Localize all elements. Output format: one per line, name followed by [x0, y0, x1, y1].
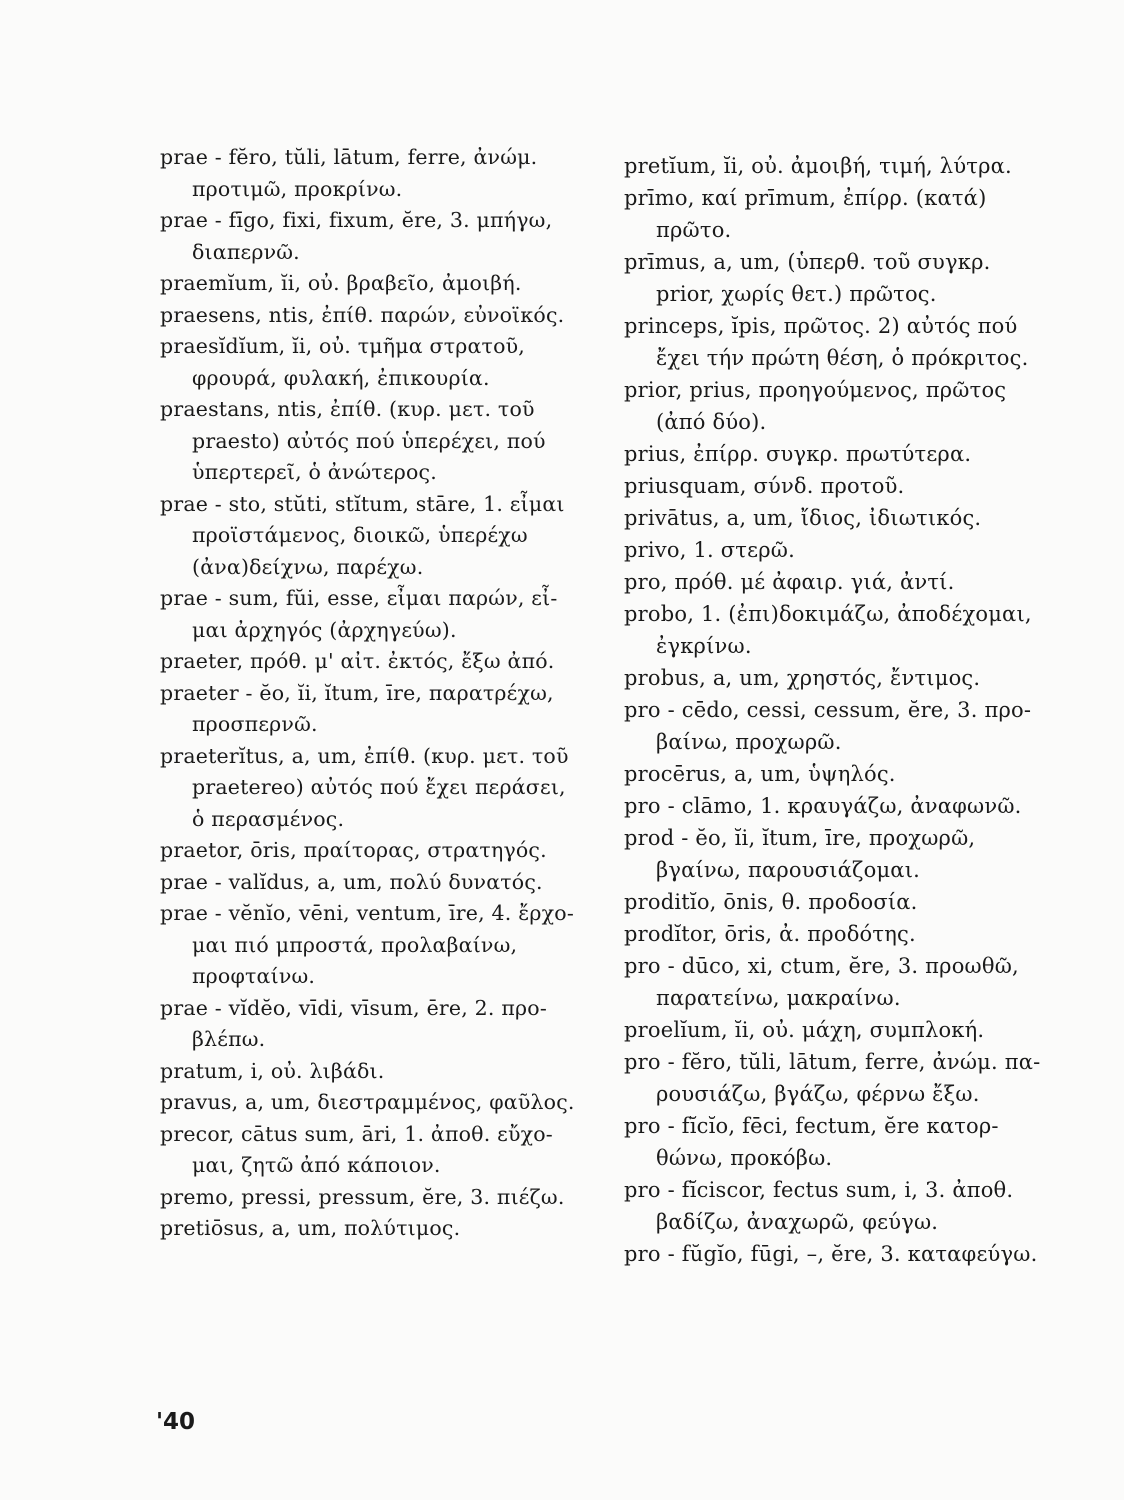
entry-continuation: βαδίζω, ἀναχωρῶ, φεύγω.: [656, 1210, 939, 1234]
entry-headline: pro - clāmo, 1. κραυγάζω, ἀναφωνῶ.: [624, 794, 1022, 818]
dictionary-entry: [160, 489, 622, 584]
entry-headline: prod - ĕo, ĭi, ĭtum, īre, προχωρῶ,: [624, 826, 976, 850]
dictionary-entry: [624, 1174, 1102, 1238]
dictionary-entry: [160, 300, 622, 332]
entry-continuation: prior, χωρίς θετ.) πρῶτος.: [656, 282, 937, 306]
dictionary-entry: [160, 268, 622, 300]
dictionary-entry: [160, 205, 622, 268]
entry-headline: princeps, ĭpis, πρῶτος. 2) αὐτός πού: [624, 314, 1018, 338]
entry-headline: praetor, ōris, πραίτορας, στρατηγός.: [160, 838, 547, 862]
dictionary-entry: [160, 1087, 622, 1119]
dictionary-entry: [160, 1056, 622, 1088]
dictionary-entry: [624, 246, 1102, 310]
entry-continuation: προτιμῶ, προκρίνω.: [192, 176, 403, 201]
dictionary-entry: [624, 1238, 1102, 1270]
entry-headline: prae - vĕnĭo, vēni, ventum, īre, 4. ἔρχο-: [160, 901, 574, 925]
entry-headline: privo, 1. στερῶ.: [624, 538, 795, 562]
entry-continuation: βαίνω, προχωρῶ.: [656, 730, 842, 754]
dictionary-entry: [624, 470, 1102, 502]
entry-headline: pro, πρόθ. μέ ἀφαιρ. γιά, ἀντί.: [624, 570, 955, 594]
entry-continuation: ἐγκρίνω.: [656, 634, 752, 658]
entry-headline: pro - fŭgĭo, fūgi, –, ĕre, 3. καταφεύγω.: [624, 1242, 1038, 1266]
dictionary-entry: [624, 886, 1102, 918]
entry-headline: praesens, ntis, ἐπίθ. παρών, εὐνοϊκός.: [160, 302, 565, 327]
entry-continuation: (ἀπό δύο).: [656, 410, 767, 434]
entry-headline: prius, ἐπίρρ. συγκρ. πρωτύτερα.: [624, 442, 972, 466]
entry-headline: prīmus, a, um, (ὑπερθ. τοῦ συγκρ.: [624, 250, 991, 274]
dictionary-entry: [160, 898, 622, 993]
entry-continuation: προϊστάμενος, διοικῶ, ὑπερέχω: [192, 523, 528, 547]
entry-continuation: φρουρά, φυλακή, ἐπικουρία.: [192, 365, 490, 390]
dictionary-entry: [624, 438, 1102, 470]
dictionary-entry: [160, 646, 622, 678]
entry-continuation: μαι ἀρχηγός (ἀρχηγεύω).: [192, 617, 457, 642]
entry-headline: pro - fĭciscor, fectus sum, i, 3. ἀποθ.: [624, 1178, 1014, 1202]
dictionary-entry: [624, 1110, 1102, 1174]
entry-headline: procērus, a, um, ὑψηλός.: [624, 762, 896, 786]
dictionary-entry: [160, 678, 622, 741]
entry-headline: prae - sto, stŭti, stĭtum, stāre, 1. εἶμαι: [160, 491, 565, 516]
dictionary-entry: [160, 142, 622, 205]
entry-headline: pro - dūco, xi, ctum, ĕre, 3. προωθῶ,: [624, 954, 1019, 978]
entry-headline: pro - fĕro, tŭli, lātum, ferre, ἀνώμ. πα-: [624, 1050, 1041, 1074]
dictionary-entry: [160, 835, 622, 867]
entry-headline: prae - fīgo, fixi, fixum, ĕre, 3. μπήγω,: [160, 208, 553, 232]
entry-continuation: προσπερνῶ.: [192, 712, 318, 736]
dictionary-entry: [160, 1182, 622, 1214]
dictionary-entry: [624, 182, 1102, 246]
entry-headline: prae - sum, fŭi, esse, εἶμαι παρών, εἶ-: [160, 586, 558, 610]
dictionary-entry: [624, 374, 1102, 438]
entry-headline: privātus, a, um, ἴδιος, ἰδιωτικός.: [624, 506, 982, 530]
entry-headline: praeter - ĕo, ĭi, ĭtum, īre, παρατρέχω,: [160, 680, 554, 705]
entry-headline: praesĭdĭum, ĭi, οὐ. τμῆμα στρατοῦ,: [160, 334, 526, 358]
entry-headline: pretiōsus, a, um, πολύτιμος.: [160, 1216, 461, 1240]
dictionary-entry: [624, 1014, 1102, 1046]
entry-headline: premo, pressi, pressum, ĕre, 3. πιέζω.: [160, 1184, 565, 1209]
entry-headline: praeter, πρόθ. μ' αἰτ. ἐκτός, ἔξω ἀπό.: [160, 649, 555, 673]
entry-headline: proditĭo, ōnis, θ. προδοσία.: [624, 890, 918, 914]
entry-headline: proelĭum, ĭi, οὐ. μάχη, συμπλοκή.: [624, 1018, 985, 1042]
entry-headline: praestans, ntis, ἐπίθ. (κυρ. μετ. τοῦ: [160, 397, 535, 421]
entry-headline: pravus, a, um, διεστραμμένος, φαῦλος.: [160, 1090, 575, 1114]
entry-continuation: διαπερνῶ.: [192, 239, 300, 264]
dictionary-entry: [624, 534, 1102, 566]
dictionary-entry: [160, 867, 622, 899]
entry-headline: prae - valĭdus, a, um, πολύ δυνατός.: [160, 869, 543, 894]
entry-headline: pretĭum, ĭi, οὐ. ἀμοιβή, τιμή, λύτρα.: [624, 154, 1012, 178]
dictionary-entry: [160, 583, 622, 646]
entry-continuation: (ἀνα)δείχνω, παρέχω.: [192, 554, 424, 579]
dictionary-entry: [624, 758, 1102, 790]
entry-headline: pratum, i, οὐ. λιβάδι.: [160, 1058, 385, 1083]
dictionary-entry: [624, 310, 1102, 374]
dictionary-entry: [160, 993, 622, 1056]
dictionary-entry: [624, 566, 1102, 598]
entry-continuation: μαι, ζητῶ ἀπό κάποιον.: [192, 1153, 441, 1177]
dictionary-entry: [160, 741, 622, 836]
entry-continuation: προφταίνω.: [192, 964, 316, 988]
entry-headline: priusquam, σύνδ. προτοῦ.: [624, 474, 905, 498]
entry-headline: prior, prius, προηγούμενος, πρῶτος: [624, 378, 1007, 402]
dictionary-entry: [624, 662, 1102, 694]
dictionary-entry: [624, 502, 1102, 534]
left-column: [160, 142, 622, 1245]
entry-continuation: μαι πιό μπροστά, προλαβαίνω,: [192, 932, 518, 957]
dictionary-entry: [624, 950, 1102, 1014]
entry-continuation: praesto) αὐτός πού ὑπερέχει, πού: [192, 428, 546, 453]
entry-continuation: ἔχει τήν πρώτη θέση, ὁ πρόκριτος.: [656, 346, 1029, 370]
dictionary-entry: [624, 598, 1102, 662]
entry-headline: precor, cātus sum, āri, 1. ἀποθ. εὔχο-: [160, 1121, 553, 1146]
entry-headline: praeterĭtus, a, um, ἐπίθ. (κυρ. μετ. τοῦ: [160, 743, 569, 768]
entry-headline: prodĭtor, ōris, ἀ. προδότης.: [624, 922, 916, 946]
entry-continuation: ὑπερτερεῖ, ὁ ἀνώτερος.: [192, 460, 437, 484]
entry-headline: probus, a, um, χρηστός, ἔντιμος.: [624, 666, 981, 690]
entry-headline: prae - vĭdĕo, vīdi, vīsum, ēre, 2. προ-: [160, 995, 547, 1020]
entry-headline: prae - fĕro, tŭli, lātum, ferre, ἀνώμ.: [160, 145, 538, 169]
entry-continuation: βλέπω.: [192, 1027, 266, 1051]
page-number: '40: [156, 1409, 196, 1435]
entry-continuation: ρουσιάζω, βγάζω, φέρνω ἔξω.: [656, 1082, 980, 1106]
dictionary-entry: [160, 331, 622, 394]
dictionary-entry: [160, 1213, 622, 1245]
entry-continuation: ὁ περασμένος.: [192, 806, 345, 831]
entry-continuation: παρατείνω, μακραίνω.: [656, 986, 901, 1010]
dictionary-entry: [624, 822, 1102, 886]
dictionary-entry: [160, 1119, 622, 1182]
dictionary-entry: [624, 150, 1102, 182]
entry-continuation: βγαίνω, παρουσιάζομαι.: [656, 858, 920, 882]
entry-headline: pro - fĭcĭo, fēci, fectum, ĕre κατορ-: [624, 1114, 999, 1138]
right-column: [624, 150, 1102, 1270]
entry-headline: praemĭum, ĭi, οὐ. βραβεῖο, ἀμοιβή.: [160, 271, 522, 295]
entry-continuation: θώνω, προκόβω.: [656, 1146, 833, 1170]
dictionary-entry: [624, 790, 1102, 822]
dictionary-entry: [624, 1046, 1102, 1110]
dictionary-entry: [624, 694, 1102, 758]
dictionary-entry: [160, 394, 622, 489]
dictionary-entry: [624, 918, 1102, 950]
entry-continuation: πρῶτο.: [656, 218, 732, 242]
entry-headline: prīmo, καί prīmum, ἐπίρρ. (κατά): [624, 186, 987, 210]
entry-continuation: praetereo) αὐτός πού ἔχει περάσει,: [192, 775, 566, 799]
entry-headline: probo, 1. (ἐπι)δοκιμάζω, ἀποδέχομαι,: [624, 602, 1032, 626]
entry-headline: pro - cēdo, cessi, cessum, ĕre, 3. προ-: [624, 698, 1032, 722]
